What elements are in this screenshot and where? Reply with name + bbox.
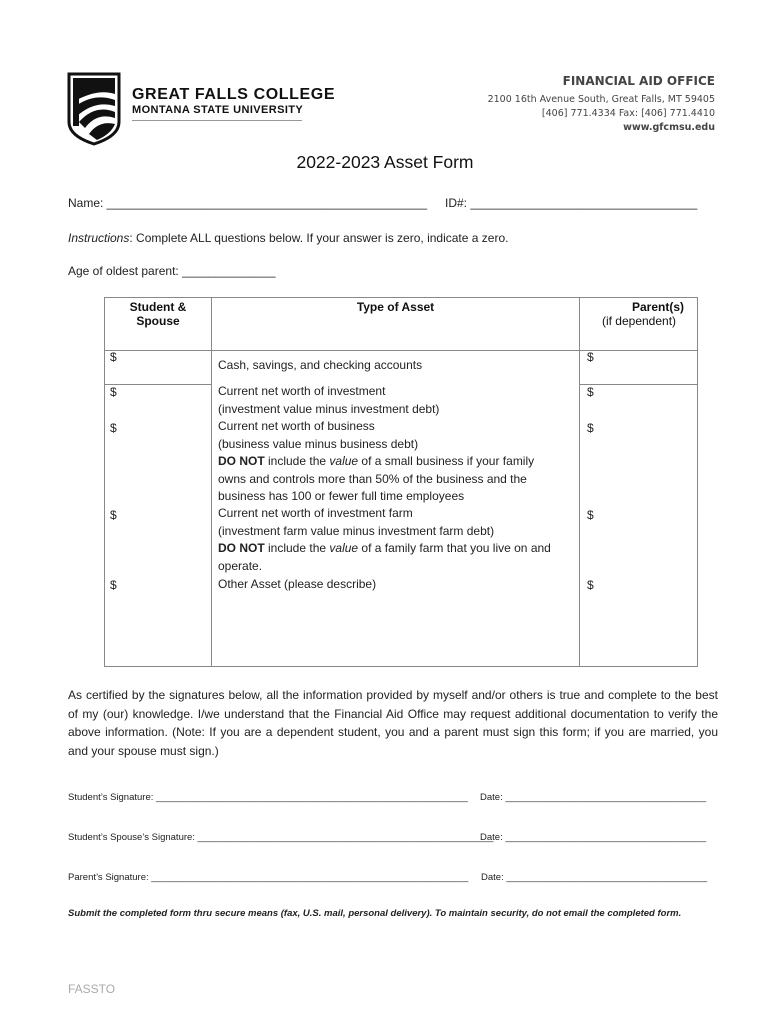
footer-code: FASSTO <box>68 982 116 996</box>
office-phone-fax: [406] 771.4334 Fax: [406] 771.4410 <box>541 108 715 119</box>
parent-farm-amount[interactable]: $ <box>587 508 594 522</box>
student-signature-date[interactable]: Date: ______________________________________ <box>480 792 707 803</box>
table-row-divider <box>579 384 698 385</box>
student-signature-line[interactable]: Student’s Signature: ___________________________________________________________ <box>68 792 468 803</box>
asset-investment: Current net worth of investment (investment value minus investment debt) <box>218 384 440 416</box>
table-col-divider <box>579 298 580 666</box>
col-header-parents: Parent(s) (if dependent) <box>601 300 684 328</box>
spouse-signature-date[interactable]: Date: ______________________________________ <box>480 832 707 843</box>
table-col-divider <box>211 298 212 666</box>
name-field[interactable]: Name: ________________________________________________ <box>68 196 428 210</box>
asset-cash: Cash, savings, and checking accounts <box>218 358 423 372</box>
form-title: 2022-2023 Asset Form <box>296 152 474 172</box>
parent-investment-amount[interactable]: $ <box>587 385 594 399</box>
office-title: FINANCIAL AID OFFICE <box>562 74 715 88</box>
asset-business: Current net worth of business (business value minus business debt) DO NOT include the value of a small business if your family owns and controls more than 50% of the business and the business has 100 or fewer full time employees <box>218 419 535 503</box>
instructions-text: : Complete ALL questions below. If your answer is zero, indicate a zero. <box>129 231 509 245</box>
table-header-divider <box>105 350 698 351</box>
parent-signature-date[interactable]: Date: ______________________________________ <box>481 872 708 883</box>
student-other-amount[interactable]: $ <box>110 578 117 592</box>
asset-table <box>104 297 698 667</box>
asset-other[interactable]: Other Asset (please describe) <box>218 577 377 591</box>
student-cash-amount[interactable]: $ <box>110 350 117 364</box>
table-row-divider <box>105 384 211 385</box>
student-investment-amount[interactable]: $ <box>110 385 117 399</box>
student-farm-amount[interactable]: $ <box>110 508 117 522</box>
spouse-signature-line[interactable]: Student’s Spouse’s Signature: ________________________________________________________ <box>68 832 494 843</box>
instructions-label: Instructions <box>68 231 130 245</box>
university-name: MONTANA STATE UNIVERSITY <box>132 104 304 116</box>
submit-instructions: Submit the completed form thru secure means (fax, U.S. mail, personal delivery). To maintain security, do not email the completed form. <box>68 908 682 919</box>
instructions <box>68 231 508 245</box>
college-logo-icon <box>67 72 121 146</box>
office-website[interactable]: www.gfcmsu.edu <box>623 122 715 133</box>
age-oldest-parent-field[interactable]: Age of oldest parent: ______________ <box>68 264 276 278</box>
col-header-type-of-asset: Type of Asset <box>356 300 435 314</box>
office-address: 2100 16th Avenue South, Great Falls, MT 59405 <box>487 94 715 105</box>
col-header-student-spouse: Student & Spouse <box>129 300 187 328</box>
certification-statement: As certified by the signatures below, all the information provided by myself and/or others is true and complete to the best of my (our) knowledge. I/we understand that the Financial Aid Office may request additional documentation to verify the above information. (Note: If you are a dependent student, you and a parent must sign this form; if you are married, you and your spouse must sign.) <box>68 688 718 758</box>
parent-cash-amount[interactable]: $ <box>587 350 594 364</box>
id-field[interactable]: ID#: __________________________________ <box>445 196 698 210</box>
parent-business-amount[interactable]: $ <box>587 421 594 435</box>
logo-divider <box>132 120 302 121</box>
parent-other-amount[interactable]: $ <box>587 578 594 592</box>
asset-farm: Current net worth of investment farm (investment farm value minus investment farm debt) DO NOT include the value of a family farm that you live on and operate. <box>218 506 551 573</box>
student-business-amount[interactable]: $ <box>110 421 117 435</box>
college-name: GREAT FALLS COLLEGE <box>132 86 336 103</box>
parent-signature-line[interactable]: Parent’s Signature: ____________________________________________________________ <box>68 872 469 883</box>
